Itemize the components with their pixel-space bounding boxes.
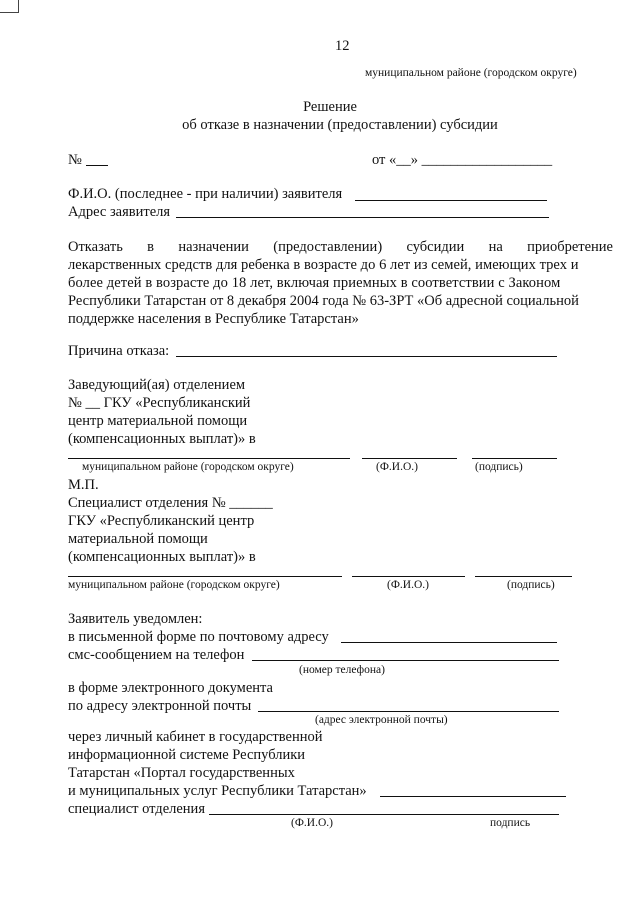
scan-corner-mark [0, 0, 19, 13]
phone-field[interactable] [252, 660, 559, 661]
notification-heading: Заявитель уведомлен: [68, 611, 203, 627]
number-label: № [68, 152, 82, 168]
notified-signature-caption: подпись [490, 817, 531, 829]
reason-field[interactable] [176, 356, 557, 357]
specialist-notified-label: специалист отделения [68, 801, 205, 817]
word: (предоставлении) [273, 239, 383, 255]
head-signature-caption: (подпись) [475, 461, 523, 473]
specialist-title-line-2: ГКУ «Республиканский центр [68, 513, 255, 529]
decision-text-line-1 [68, 238, 613, 256]
specialist-fio-field[interactable] [352, 576, 465, 577]
postal-address-field[interactable] [341, 642, 557, 643]
phone-caption: (номер телефона) [299, 664, 385, 676]
decision-text-line-2: лекарственных средств для ребенка в возрасте до 6 лет из семей, имеющих трех и [68, 257, 579, 273]
stamp-place: М.П. [68, 477, 99, 493]
decision-text-line-5: поддержке населения в Республике Татарстан» [68, 311, 359, 327]
header-note: муниципальном районе (городском округе) [365, 67, 577, 79]
head-fio-field[interactable] [362, 458, 457, 459]
specialist-signature-caption: (подпись) [507, 579, 555, 591]
reason-label: Причина отказа: [68, 343, 170, 359]
word: в [147, 239, 155, 255]
specialist-notified-field[interactable] [209, 814, 559, 815]
head-district-caption: муниципальном районе (городском округе) [82, 461, 294, 473]
notify-edoc-line-2: по адресу электронной почты [68, 698, 252, 714]
notify-portal-line-3: Татарстан «Портал государственных [68, 765, 295, 781]
notified-fio-caption: (Ф.И.О.) [291, 817, 333, 829]
specialist-title-line-4: (компенсационных выплат)» в [68, 549, 256, 565]
head-title-line-1: Заведующий(ая) отделением [68, 377, 246, 393]
email-caption: (адрес электронной почты) [315, 714, 448, 726]
notify-portal-line-4: и муниципальных услуг Республики Татарстан» [68, 783, 367, 799]
word: субсидии [406, 239, 465, 255]
specialist-district-caption: муниципальном районе (городском округе) [68, 579, 280, 591]
head-title-line-3: центр материальной помощи [68, 413, 248, 429]
word: назначении [178, 239, 249, 255]
specialist-fio-caption: (Ф.И.О.) [387, 579, 429, 591]
decision-text-line-3: более детей в возрасте до 18 лет, включая приемных в соответствии с Законом [68, 275, 561, 291]
head-signature-field[interactable] [472, 458, 557, 459]
notify-portal-line-2: информационной системе Республики [68, 747, 306, 763]
word: приобретение [527, 239, 613, 255]
notify-portal-line-1: через личный кабинет в государственной [68, 729, 323, 745]
portal-field[interactable] [380, 796, 566, 797]
document-title: Решение [303, 99, 357, 115]
head-title-line-2: № __ ГКУ «Республиканский [68, 395, 251, 411]
notify-edoc-line-1: в форме электронного документа [68, 680, 273, 696]
head-fio-caption: (Ф.И.О.) [376, 461, 418, 473]
applicant-address-label: Адрес заявителя [68, 204, 171, 220]
specialist-title-line-3: материальной помощи [68, 531, 208, 547]
specialist-title-line-1: Специалист отделения № ______ [68, 495, 273, 511]
date-label: от «__» __________________ [372, 152, 553, 168]
number-field[interactable] [86, 165, 108, 166]
word: на [488, 239, 503, 255]
applicant-name-label: Ф.И.О. (последнее - при наличии) заявителя [68, 186, 343, 202]
page-number: 12 [335, 38, 350, 54]
applicant-name-field[interactable] [355, 200, 547, 201]
specialist-district-field[interactable] [68, 576, 342, 577]
applicant-address-field[interactable] [176, 217, 549, 218]
word: Отказать [68, 239, 123, 255]
notify-by-sms-label: смс-сообщением на телефон [68, 647, 245, 663]
specialist-signature-field[interactable] [475, 576, 572, 577]
head-title-line-4: (компенсационных выплат)» в [68, 431, 256, 447]
notify-by-mail-label: в письменной форме по почтовому адресу [68, 629, 329, 645]
email-field[interactable] [258, 711, 559, 712]
document-subtitle: об отказе в назначении (предоставлении) субсидии [182, 117, 498, 133]
head-district-field[interactable] [68, 458, 350, 459]
decision-text-line-4: Республики Татарстан от 8 декабря 2004 года № 63-ЗРТ «Об адресной социальной [68, 293, 579, 309]
